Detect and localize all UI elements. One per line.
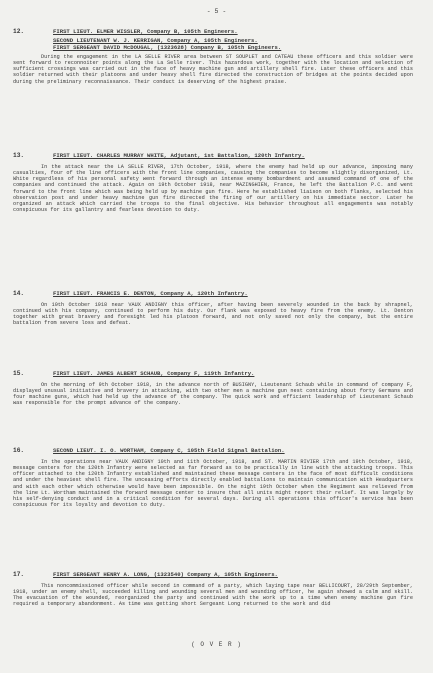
citation-heading: FIRST LIEUT. FRANCIS E. DENTON, Company A, 120th Infantry. bbox=[53, 290, 248, 297]
citation-12 bbox=[13, 28, 413, 126]
citation-body: On 10th October 1918 near VAUX ANDIGNY this officer, after having been severely wounded in the back by shrapnel, continued with his company, continued to perform his duty. Our flank was exposed to heavy fire from the enemy. Lt. Denton together with great bravery and foresight led his platoon forward, and not only saved not only the company, but the entire battalion from severe loss and defeat. bbox=[13, 302, 413, 327]
citation-body: This noncommissioned officer while second in command of a party, which laying tape near BELLICOURT, 28/29th September, 1918, under an enemy shell, succeeded killing and wounding several men and wounding officer, he again showed a calm and skill. The evacuation of the wounded, reorganized the party and continued with the work up to a time when enemy machine gun fire required a temporary abandonment. As time was getting short Sergeant Long returned to the work and did bbox=[13, 583, 413, 608]
page-footer: ( O V E R ) bbox=[191, 641, 242, 648]
citation-heading: FIRST LIEUT. ELMER WISSLER, Company B, 105th Engineers. bbox=[53, 28, 238, 35]
citation-heading: SECOND LIEUTENANT W. J. KERRIGAN, Company A, 105th Engineers. bbox=[53, 37, 258, 44]
citation-heading: SECOND LIEUT. I. O. WORTHAM, Company C, 105th Field Signal Battalion. bbox=[53, 447, 285, 454]
citation-number: 12. bbox=[13, 28, 25, 35]
citation-body: In the operations near VAUX ANDIGNY 10th and 11th October, 1918, and ST. MARTIN RIVIER 17th and 19th October, 1918, message centers for the 120th Infantry were selected as far forward as to be practically in line with the attacking troops. This officer attached to the 120th Infantry established and maintained these message centers in the face of most difficult conditions and under the heaviest shell fire. The unceasing efforts directly enabled battalions to maintain communication with Headquarters and with each other which otherwise would have been impossible. On the night 19th October when the Regiment was relieved from the line Lt. Wortham maintained the forward message center to insure that all units might report their relief. It was largely by his self-denying conduct and in a critical condition for several days. During all operations this officer's service has been conspicuous for its loyalty and devotion to duty. bbox=[13, 459, 413, 509]
citation-16 bbox=[13, 447, 413, 559]
citation-heading: FIRST SERGEANT HENRY A. LONG, (1323540) Company A, 105th Engineers. bbox=[53, 571, 278, 578]
citation-17 bbox=[13, 571, 413, 627]
citation-number: 16. bbox=[13, 447, 25, 454]
citation-13 bbox=[13, 152, 413, 276]
citation-number: 13. bbox=[13, 152, 25, 159]
citation-body: In the attack near the LA SELLE RIVER, 17th October, 1918, where the enemy had held up our advance, imposing many casualties, four of the line officers with the front line companies, causing the companies to become slightly disorganized, Lt. White regardless of his personal safety went forward through an intense enemy bombardment and assumed command of one of the companies and continued the attack. Again on 19th October 1918, near MAZINGHIEN, France, he left the Battalion P.C. and went forward to the front line which was being held up by machine gun fire. Here he established liaison on both flanks, selected his observation post and under heavy machine gun fire directed the firing of our artillery on his immediate sector. Later he organized an attack which carried the troops to the final objective. His behavior throughout all engagements was notably conspicuous for its gallantry and fearless devotion to duty. bbox=[13, 164, 413, 214]
citation-number: 15. bbox=[13, 370, 25, 377]
citation-body: During the engagement in the LA SELLE RIVER area between ST SOUPLET and CATEAU these officers and this soldier were sent forward to reconnoiter points along the La Selle river. This hazardous work, together with the location and selection of sufficient crossings was carried out in the face of heavy machine gun and artillery shell fire. Later these officers and this soldier returned with their platoons and under heavy shell fire directed the construction of bridges at the points decided upon during the preliminary reconnaissance. Their conduct is deserving of the highest praise. bbox=[13, 54, 413, 85]
citation-number: 17. bbox=[13, 571, 25, 578]
citation-14 bbox=[13, 290, 413, 358]
citation-heading: FIRST LIEUT. CHARLES MURRAY WHITE, Adjutant, 1st Battalion, 120th Infantry. bbox=[53, 152, 305, 159]
page-number: - 5 - bbox=[206, 8, 227, 15]
citation-heading: FIRST LIEUT. JAMES ALBERT SCHAUB, Company F, 119th Infantry. bbox=[53, 370, 255, 377]
citation-heading: FIRST SERGEANT DAVID McDOUGAL, (1323628) Company B, 105th Engineers. bbox=[53, 44, 282, 51]
citation-number: 14. bbox=[13, 290, 25, 297]
citation-15 bbox=[13, 370, 413, 432]
citation-body: On the morning of 9th October 1918, in the advance north of BUSIGNY, Lieutenant Schaub while in command of company F, displayed unusual initiative and bravery in attacking, with two other men a machine gun nest containing about forty Germans and four machine guns, which had held up the advance of the company. The quick work and efficient leadership of Lieutenant Schaub was responsible for the prompt advance of the company. bbox=[13, 382, 413, 407]
